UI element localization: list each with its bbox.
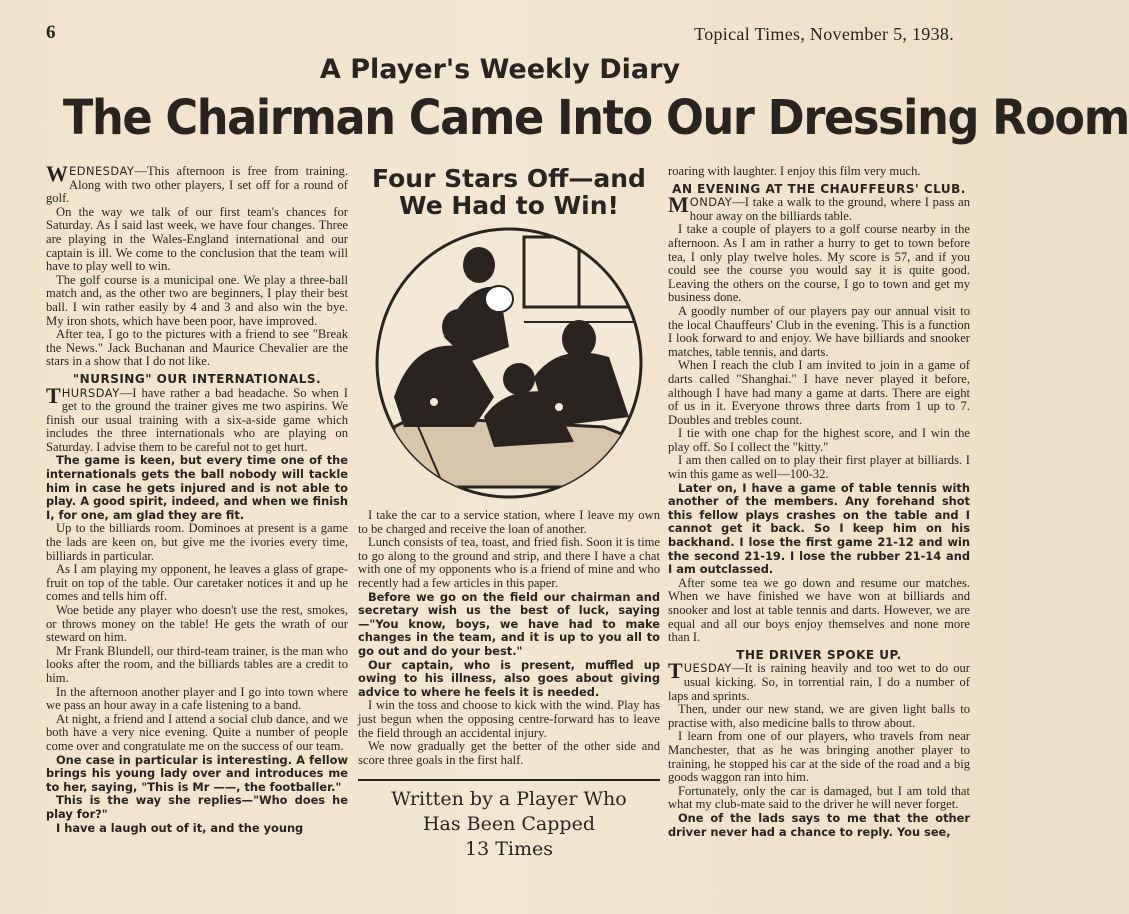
paragraph: I learn from one of our players, who travels from near Manchester, that as he was bringing another player to training, he stopped his car at the side of the road and a big goods waggon ran into him. bbox=[668, 729, 970, 785]
subheading: AN EVENING AT THE CHAUFFEURS' CLUB. bbox=[672, 181, 966, 196]
paragraph: Mr Frank Blundell, our third-team trainer, is the man who looks after the room, and the billiards tables are a credit to him. bbox=[46, 643, 348, 685]
paragraph: A goodly number of our players pay our annual visit to the local Chauffeurs' Club in the evening. This is a function I look forward to and enjoy. We have billiards and snooker matches, table tennis, and darts. bbox=[668, 303, 970, 359]
paragraph: I am then called on to play their first player at billiards. I win this game as well—100-32. bbox=[668, 453, 970, 482]
paragraph: This is the way she replies—"Who does he play for?" bbox=[46, 793, 348, 821]
paragraph: Lunch consists of tea, toast, and fried fish. Soon it is time to go along to the ground and strip, and there I have a chat with one of my opponents who is a friend of mine and who recently had a few articles in this paper. bbox=[358, 535, 660, 590]
paragraph: Up to the billiards room. Dominoes at present is a game the lads are keen on, but give me the ivories every time, billiards in particular. bbox=[46, 521, 348, 563]
dropcap: T bbox=[46, 382, 61, 408]
column-3 bbox=[668, 165, 970, 914]
kicker: A Player's Weekly Diary bbox=[319, 54, 681, 85]
paragraph: I win the toss and choose to kick with the wind. Play has just begun when the opposing centre-forward has to leave the field through an accidental injury. bbox=[358, 698, 660, 740]
paragraph: One case in particular is interesting. A fellow brings his young lady over and introduces me to her, saying, "This is Mr ——, the footballer." bbox=[46, 752, 348, 794]
paragraph: The golf course is a municipal one. We play a three-ball match and, as the other two are beginners, I play their best ball. I win rather easily by 4 and 3 and also win the bye. My iron shots, which have been poor, have improved. bbox=[46, 272, 348, 328]
subheading: THE DRIVER SPOKE UP. bbox=[736, 647, 902, 662]
dropcap: M bbox=[668, 192, 689, 218]
byline-box bbox=[358, 779, 660, 862]
paragraph bbox=[46, 161, 348, 206]
paragraph: Fortunately, only the car is damaged, but I am told that what my club-mate said to the driver he will never forget. bbox=[668, 783, 970, 812]
masthead: Topical Times, November 5, 1938. bbox=[694, 24, 954, 44]
dropcap: T bbox=[668, 658, 683, 684]
dressing-room-illustration bbox=[374, 227, 644, 499]
paragraph: The game is keen, but every time one of the internationals gets the ball nobody will tackle him in case he gets injured and is not able to play. A good spirit, indeed, and when we finish I, for one, am glad they are fit. bbox=[46, 453, 348, 522]
box-headline: Four Stars Off—and We Had to Win! bbox=[372, 164, 646, 220]
paragraph: I tie with one chap for the highest score, and I win the play off. So I collect the "kitty." bbox=[668, 426, 970, 454]
paragraph: Woe betide any player who doesn't use the rest, smokes, or throws money on the table! He gets the wrath of our steward on him. bbox=[46, 603, 348, 645]
subheading: "NURSING" OUR INTERNATIONALS. bbox=[72, 371, 322, 386]
paragraph: One of the lads says to me that the other driver never had a chance to reply. You see, bbox=[668, 810, 970, 839]
paragraph: As I am playing my opponent, he leaves a glass of grape-fruit on top of the table. Our caretaker notices it and up he comes and tells him off. bbox=[46, 562, 348, 604]
paragraph-text: —I take a walk to the ground, where I pass an hour away on the billiards table. bbox=[689, 195, 970, 223]
paragraph: I take a couple of players to a golf course nearby in the afternoon. As I am in rather a hurry to get to town before tea, I only play twelve holes. My score is 57, and if you could see the course you would say it is quite good. Leaving the others on the course, I go to town and get my business done. bbox=[668, 222, 970, 305]
headline: The Chairman Came Into Our Dressing Room bbox=[62, 90, 1129, 146]
day-name: EDNESDAY bbox=[69, 164, 135, 178]
paragraph: roaring with laughter. I enjoy this film very much. bbox=[668, 164, 921, 178]
paragraph-text: —It is raining heavily and too wet to do our usual kicking. So, in torrential rain, I do a number of laps and sprints. bbox=[668, 661, 970, 703]
paragraph: Later on, I have a game of table tennis with another of the members. Any forehand shot this fellow plays crashes on the table and I cannot get it back. So I keep him on his backhand. I lose the first game 21-12 and win the second 21-19. I lose the rubber 21-14 and I am outclassed. bbox=[668, 480, 970, 577]
paragraph: Then, under our new stand, we are given light balls to practise with, also medicine balls to throw about. bbox=[668, 702, 970, 730]
dropcap: W bbox=[46, 161, 68, 186]
column-1 bbox=[46, 161, 348, 914]
paragraph: Our captain, who is present, muffled up owing to his illness, also goes about giving advice to where he feels it is needed. bbox=[358, 657, 660, 699]
paragraph-text: —I have rather a bad headache. So when I get to the ground the trainer gives me two aspirins. We finish our usual training with a six-a-side game which includes the three internationals who are playing on Saturday. I advise them to be careful not to get hurt. bbox=[46, 385, 348, 454]
byline-line: Written by a Player Who bbox=[391, 788, 627, 811]
byline-line: Has Been Capped bbox=[422, 813, 595, 836]
paragraph: We now gradually get the better of the other side and score three goals in the first half. bbox=[358, 739, 660, 767]
column-2 bbox=[358, 165, 660, 914]
paragraph bbox=[46, 382, 348, 455]
paragraph bbox=[668, 658, 970, 703]
paragraph: When I reach the club I am invited to join in a game of darts called "Shanghai." I have never played it before, although I have had many a game at darts. There are eight of us in it. Everyone throws three darts from 1 up to 7. Doubles and trebles count. bbox=[668, 358, 970, 427]
paragraph bbox=[668, 192, 970, 223]
page-number: 6 bbox=[46, 22, 56, 43]
paragraph: On the way we talk of our first team's chances for Saturday. As I said last week, we have four changes. Three are playing in the Wales-England international and our captain is ill. We come to the conclusion that the team will have to play well to win. bbox=[46, 204, 348, 274]
day-name: HURSDAY bbox=[61, 385, 120, 400]
paragraph: After tea, I go to the pictures with a friend to see "Break the News." Jack Buchanan and Maurice Chevalier are the stars in a show that I do not like. bbox=[46, 327, 348, 369]
paragraph: Before we go on the field our chairman and secretary wish us the best of luck, saying—"You know, boys, we have had to make changes in the team, and it is up to you all to go out and do your best." bbox=[358, 589, 660, 658]
day-name: ONDAY bbox=[689, 195, 733, 210]
paragraph: At night, a friend and I attend a social club dance, and we both have a very nice evening. Quite a number of people come over and congratulate me on the success of our team. bbox=[46, 711, 348, 753]
paragraph: I take the car to a service station, where I leave my own to be charged and receive the loan of another. bbox=[358, 508, 660, 536]
paragraph: After some tea we go down and resume our matches. When we have finished we have won at billiards and snooker and lost at table tennis and darts. However, we are equal and all our boys enjoy themselves and none more than I. bbox=[668, 575, 970, 645]
paragraph: I have a laugh out of it, and the young bbox=[56, 820, 304, 835]
paragraph-text: —This afternoon is free from training. Along with two other players, I set off for a round of golf. bbox=[46, 164, 348, 206]
byline-line: 13 Times bbox=[465, 838, 553, 861]
day-name: UESDAY bbox=[683, 661, 732, 676]
paragraph: In the afternoon another player and I go into town where we pass an hour away in a cafe listening to a band. bbox=[46, 684, 348, 713]
